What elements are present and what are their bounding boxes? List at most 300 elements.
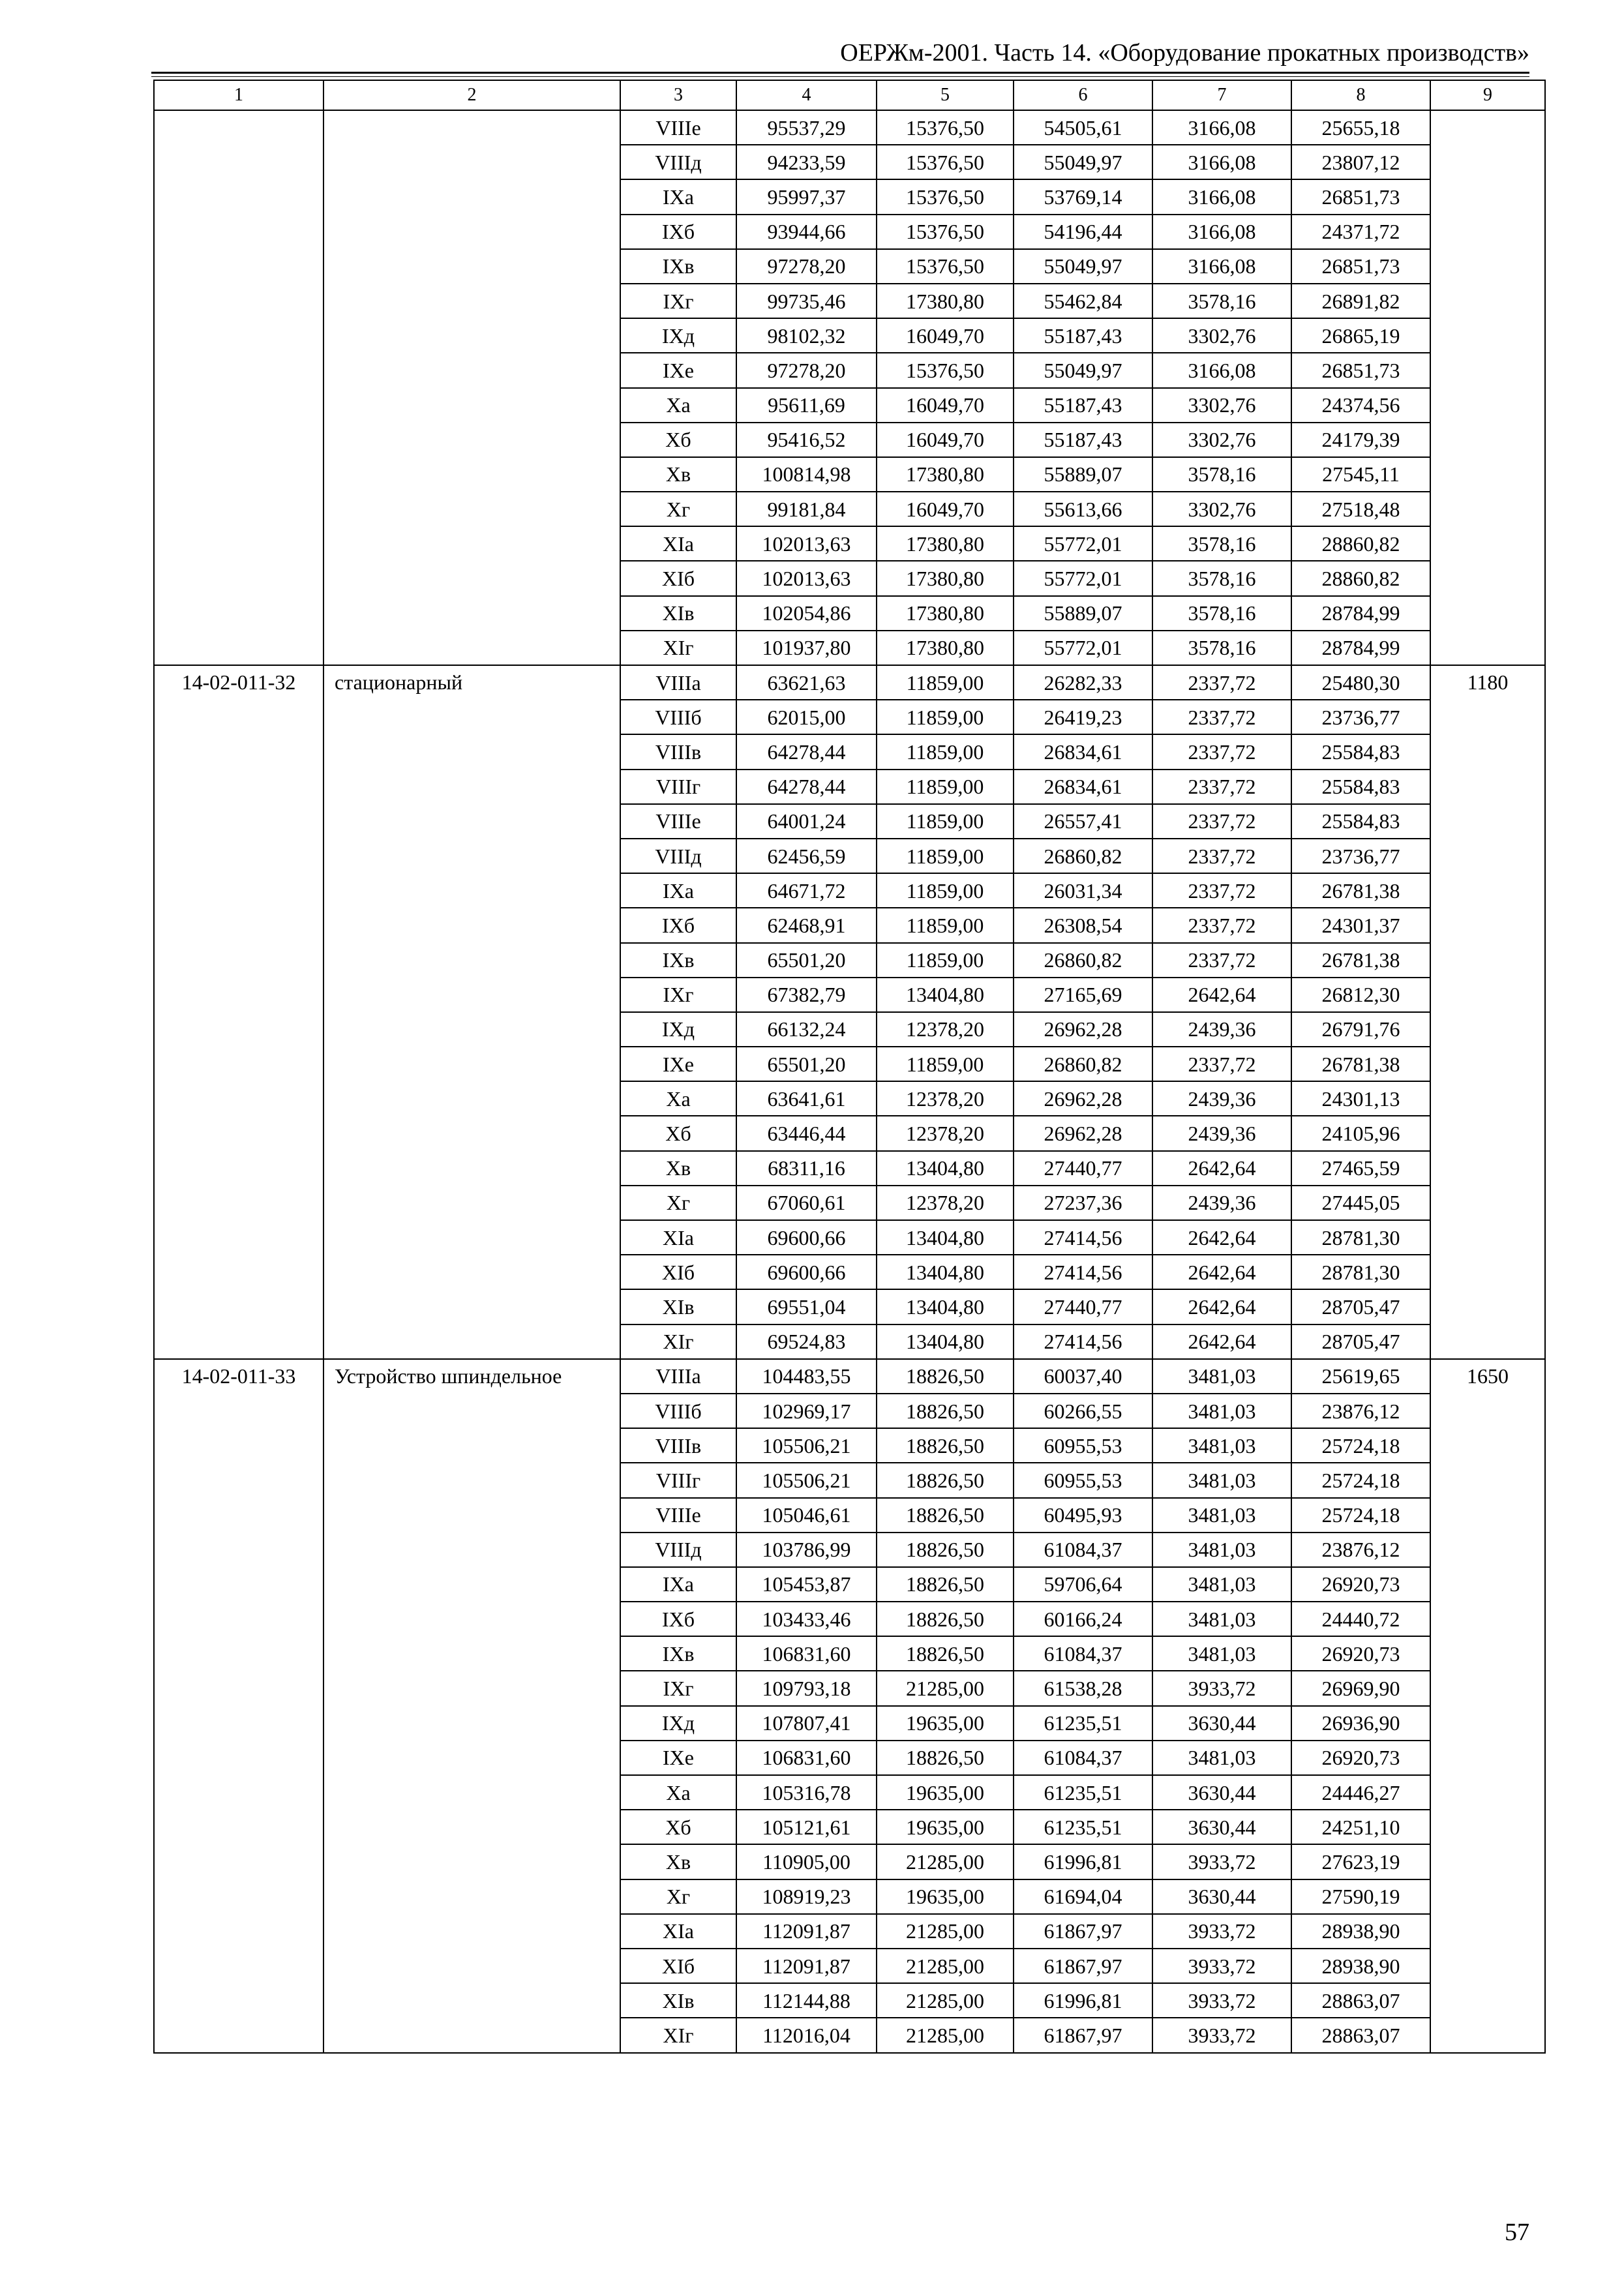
region-code-cell: IXд [620, 1012, 736, 1047]
total-cost-cell: 69600,66 [736, 1220, 877, 1255]
region-code-cell: IXг [620, 284, 736, 318]
operator-wages-cell: 3933,72 [1152, 1914, 1291, 1949]
materials-cell: 23736,77 [1291, 839, 1430, 873]
region-code-cell: VIIIб [620, 1394, 736, 1428]
wages-cell: 18826,50 [877, 1567, 1014, 1602]
operator-wages-cell: 3630,44 [1152, 1810, 1291, 1844]
total-cost-cell: 65501,20 [736, 943, 877, 978]
operator-wages-cell: 3630,44 [1152, 1706, 1291, 1741]
column-number: 7 [1152, 80, 1291, 110]
materials-cell: 24301,37 [1291, 908, 1430, 942]
region-code-cell: Xб [620, 1810, 736, 1844]
region-code-cell: XIа [620, 1220, 736, 1255]
region-code-cell: VIIIг [620, 770, 736, 804]
region-code-cell: IXг [620, 1671, 736, 1705]
region-code-cell: XIб [620, 1255, 736, 1289]
total-cost-cell: 69551,04 [736, 1289, 877, 1324]
region-code-cell: Xб [620, 423, 736, 457]
region-code-cell: Xг [620, 1879, 736, 1914]
operator-wages-cell: 3933,72 [1152, 1844, 1291, 1879]
total-cost-cell: 102013,63 [736, 526, 877, 561]
region-code-cell: VIIIе [620, 804, 736, 839]
region-code-cell: VIIIв [620, 734, 736, 769]
total-cost-cell: 101937,80 [736, 631, 877, 665]
column-number: 3 [620, 80, 736, 110]
operator-wages-cell: 3166,08 [1152, 215, 1291, 249]
operator-wages-cell: 3302,76 [1152, 318, 1291, 353]
wages-cell: 19635,00 [877, 1775, 1014, 1810]
operator-wages-cell: 2642,64 [1152, 1151, 1291, 1186]
header-rule-thick [151, 72, 1529, 74]
wages-cell: 13404,80 [877, 1255, 1014, 1289]
region-code-cell: XIг [620, 631, 736, 665]
wages-cell: 21285,00 [877, 1983, 1014, 2018]
total-cost-cell: 105506,21 [736, 1463, 877, 1497]
wages-cell: 15376,50 [877, 179, 1014, 214]
machine-operation-cell: 26419,23 [1014, 700, 1152, 734]
materials-cell: 25619,65 [1291, 1359, 1430, 1394]
operator-wages-cell: 3578,16 [1152, 526, 1291, 561]
machine-operation-cell: 55613,66 [1014, 492, 1152, 526]
operator-wages-cell: 3166,08 [1152, 249, 1291, 284]
rate-code: 14-02-011-33 [154, 1359, 323, 2053]
total-cost-cell: 102969,17 [736, 1394, 877, 1428]
total-cost-cell: 105453,87 [736, 1567, 877, 1602]
total-cost-cell: 62468,91 [736, 908, 877, 942]
wages-cell: 16049,70 [877, 492, 1014, 526]
materials-cell: 28784,99 [1291, 596, 1430, 631]
total-cost-cell: 66132,24 [736, 1012, 877, 1047]
wages-cell: 19635,00 [877, 1706, 1014, 1741]
wages-cell: 15376,50 [877, 145, 1014, 179]
operator-wages-cell: 2642,64 [1152, 1255, 1291, 1289]
machine-operation-cell: 60037,40 [1014, 1359, 1152, 1394]
wages-cell: 17380,80 [877, 526, 1014, 561]
wages-cell: 11859,00 [877, 908, 1014, 942]
operator-wages-cell: 3578,16 [1152, 457, 1291, 492]
region-code-cell: IXе [620, 1741, 736, 1775]
materials-cell: 25584,83 [1291, 770, 1430, 804]
wages-cell: 12378,20 [877, 1186, 1014, 1220]
materials-cell: 23807,12 [1291, 145, 1430, 179]
region-code-cell: XIб [620, 1949, 736, 1983]
operator-wages-cell: 3481,03 [1152, 1463, 1291, 1497]
machine-operation-cell: 60166,24 [1014, 1602, 1152, 1636]
materials-cell: 28781,30 [1291, 1255, 1430, 1289]
materials-cell: 28705,47 [1291, 1324, 1430, 1359]
region-code-cell: IXе [620, 353, 736, 387]
total-cost-cell: 69524,83 [736, 1324, 877, 1359]
operator-wages-cell: 3933,72 [1152, 1671, 1291, 1705]
operator-wages-cell: 2337,72 [1152, 665, 1291, 700]
wages-cell: 11859,00 [877, 804, 1014, 839]
total-cost-cell: 63446,44 [736, 1116, 877, 1150]
total-cost-cell: 112091,87 [736, 1949, 877, 1983]
operator-wages-cell: 3933,72 [1152, 2018, 1291, 2052]
materials-cell: 24374,56 [1291, 388, 1430, 423]
total-cost-cell: 102054,86 [736, 596, 877, 631]
machine-operation-cell: 55772,01 [1014, 561, 1152, 595]
wages-cell: 11859,00 [877, 770, 1014, 804]
wages-cell: 11859,00 [877, 873, 1014, 908]
machine-operation-cell: 61694,04 [1014, 1879, 1152, 1914]
operator-wages-cell: 3481,03 [1152, 1394, 1291, 1428]
rates-table [153, 80, 1546, 2054]
wages-cell: 16049,70 [877, 318, 1014, 353]
machine-operation-cell: 61084,37 [1014, 1636, 1152, 1671]
region-code-cell: IXе [620, 1047, 736, 1081]
operator-wages-cell: 3630,44 [1152, 1775, 1291, 1810]
operator-wages-cell: 2337,72 [1152, 1047, 1291, 1081]
table-row [154, 665, 1545, 700]
machine-operation-cell: 26962,28 [1014, 1012, 1152, 1047]
wages-cell: 12378,20 [877, 1116, 1014, 1150]
machine-operation-cell: 61235,51 [1014, 1810, 1152, 1844]
wages-cell: 13404,80 [877, 978, 1014, 1012]
machine-operation-cell: 27237,36 [1014, 1186, 1152, 1220]
operator-wages-cell: 2439,36 [1152, 1186, 1291, 1220]
region-code-cell: Xа [620, 388, 736, 423]
table-row [154, 110, 1545, 145]
machine-operation-cell: 55187,43 [1014, 318, 1152, 353]
total-cost-cell: 112091,87 [736, 1914, 877, 1949]
machine-operation-cell: 61867,97 [1014, 2018, 1152, 2052]
operator-wages-cell: 3578,16 [1152, 631, 1291, 665]
machine-operation-cell: 55772,01 [1014, 526, 1152, 561]
materials-cell: 25655,18 [1291, 110, 1430, 145]
region-code-cell: VIIIв [620, 1428, 736, 1463]
wages-cell: 12378,20 [877, 1081, 1014, 1116]
wages-cell: 18826,50 [877, 1463, 1014, 1497]
table-row [154, 1359, 1545, 1394]
wages-cell: 18826,50 [877, 1741, 1014, 1775]
wages-cell: 17380,80 [877, 561, 1014, 595]
wages-cell: 21285,00 [877, 1949, 1014, 1983]
materials-cell: 28863,07 [1291, 2018, 1430, 2052]
page-number: 57 [1505, 2219, 1529, 2246]
wages-cell: 15376,50 [877, 110, 1014, 145]
total-cost-cell: 105046,61 [736, 1498, 877, 1533]
machine-operation-cell: 26557,41 [1014, 804, 1152, 839]
materials-cell: 26920,73 [1291, 1741, 1430, 1775]
column-number: 4 [736, 80, 877, 110]
total-cost-cell: 62456,59 [736, 839, 877, 873]
wages-cell: 13404,80 [877, 1220, 1014, 1255]
region-code-cell: Xг [620, 492, 736, 526]
materials-cell: 28860,82 [1291, 561, 1430, 595]
total-cost-cell: 62015,00 [736, 700, 877, 734]
machine-operation-cell: 26860,82 [1014, 1047, 1152, 1081]
region-code-cell: Xв [620, 1844, 736, 1879]
total-cost-cell: 65501,20 [736, 1047, 877, 1081]
machine-operation-cell: 26860,82 [1014, 943, 1152, 978]
machine-operation-cell: 60955,53 [1014, 1428, 1152, 1463]
materials-cell: 28705,47 [1291, 1289, 1430, 1324]
total-cost-cell: 64001,24 [736, 804, 877, 839]
wages-cell: 11859,00 [877, 1047, 1014, 1081]
total-cost-cell: 67060,61 [736, 1186, 877, 1220]
operator-wages-cell: 3578,16 [1152, 284, 1291, 318]
wages-cell: 15376,50 [877, 215, 1014, 249]
machine-operation-cell: 53769,14 [1014, 179, 1152, 214]
operator-wages-cell: 3302,76 [1152, 423, 1291, 457]
total-cost-cell: 99735,46 [736, 284, 877, 318]
operator-wages-cell: 3481,03 [1152, 1359, 1291, 1394]
wages-cell: 13404,80 [877, 1324, 1014, 1359]
wages-cell: 17380,80 [877, 284, 1014, 318]
rate-name: Устройство шпиндельное [323, 1359, 620, 2053]
materials-cell: 24446,27 [1291, 1775, 1430, 1810]
operator-wages-cell: 3166,08 [1152, 145, 1291, 179]
operator-wages-cell: 3481,03 [1152, 1533, 1291, 1567]
materials-cell: 28781,30 [1291, 1220, 1430, 1255]
wages-cell: 11859,00 [877, 734, 1014, 769]
region-code-cell: Xб [620, 1116, 736, 1150]
wages-cell: 18826,50 [877, 1636, 1014, 1671]
materials-cell: 26781,38 [1291, 1047, 1430, 1081]
operator-wages-cell: 2439,36 [1152, 1116, 1291, 1150]
materials-cell: 26781,38 [1291, 873, 1430, 908]
total-cost-cell: 103433,46 [736, 1602, 877, 1636]
machine-operation-cell: 27165,69 [1014, 978, 1152, 1012]
total-cost-cell: 100814,98 [736, 457, 877, 492]
rate-name [323, 110, 620, 665]
materials-cell: 27465,59 [1291, 1151, 1430, 1186]
total-cost-cell: 97278,20 [736, 249, 877, 284]
machine-operation-cell: 55889,07 [1014, 457, 1152, 492]
materials-cell: 26920,73 [1291, 1567, 1430, 1602]
materials-cell: 27623,19 [1291, 1844, 1430, 1879]
materials-cell: 28938,90 [1291, 1914, 1430, 1949]
machine-operation-cell: 61867,97 [1014, 1914, 1152, 1949]
machine-operation-cell: 55049,97 [1014, 353, 1152, 387]
machine-operation-cell: 26834,61 [1014, 734, 1152, 769]
region-code-cell: IXв [620, 1636, 736, 1671]
region-code-cell: VIIIд [620, 839, 736, 873]
wages-cell: 18826,50 [877, 1533, 1014, 1567]
materials-cell: 24179,39 [1291, 423, 1430, 457]
wages-cell: 18826,50 [877, 1359, 1014, 1394]
equipment-mass [1430, 110, 1545, 665]
materials-cell: 25584,83 [1291, 734, 1430, 769]
rate-name: стационарный [323, 665, 620, 1359]
materials-cell: 26851,73 [1291, 179, 1430, 214]
materials-cell: 26791,76 [1291, 1012, 1430, 1047]
region-code-cell: IXа [620, 179, 736, 214]
region-code-cell: IXд [620, 318, 736, 353]
operator-wages-cell: 3578,16 [1152, 596, 1291, 631]
materials-cell: 26920,73 [1291, 1636, 1430, 1671]
region-code-cell: IXб [620, 1602, 736, 1636]
machine-operation-cell: 26031,34 [1014, 873, 1152, 908]
total-cost-cell: 107807,41 [736, 1706, 877, 1741]
wages-cell: 21285,00 [877, 1914, 1014, 1949]
total-cost-cell: 104483,55 [736, 1359, 877, 1394]
materials-cell: 23876,12 [1291, 1394, 1430, 1428]
machine-operation-cell: 26834,61 [1014, 770, 1152, 804]
wages-cell: 16049,70 [877, 423, 1014, 457]
page-header-title: ОЕРЖм-2001. Часть 14. «Оборудование прокатных производств» [840, 39, 1529, 67]
total-cost-cell: 106831,60 [736, 1636, 877, 1671]
region-code-cell: IXа [620, 873, 736, 908]
operator-wages-cell: 3481,03 [1152, 1602, 1291, 1636]
materials-cell: 26936,90 [1291, 1706, 1430, 1741]
materials-cell: 26812,30 [1291, 978, 1430, 1012]
wages-cell: 21285,00 [877, 1844, 1014, 1879]
machine-operation-cell: 60495,93 [1014, 1498, 1152, 1533]
wages-cell: 21285,00 [877, 2018, 1014, 2052]
operator-wages-cell: 2439,36 [1152, 1081, 1291, 1116]
total-cost-cell: 99181,84 [736, 492, 877, 526]
machine-operation-cell: 61538,28 [1014, 1671, 1152, 1705]
machine-operation-cell: 26860,82 [1014, 839, 1152, 873]
machine-operation-cell: 60266,55 [1014, 1394, 1152, 1428]
region-code-cell: VIIIб [620, 700, 736, 734]
operator-wages-cell: 3481,03 [1152, 1498, 1291, 1533]
materials-cell: 28863,07 [1291, 1983, 1430, 2018]
machine-operation-cell: 61867,97 [1014, 1949, 1152, 1983]
wages-cell: 17380,80 [877, 596, 1014, 631]
total-cost-cell: 63621,63 [736, 665, 877, 700]
column-number: 6 [1014, 80, 1152, 110]
total-cost-cell: 97278,20 [736, 353, 877, 387]
materials-cell: 25724,18 [1291, 1463, 1430, 1497]
operator-wages-cell: 3166,08 [1152, 353, 1291, 387]
materials-cell: 24371,72 [1291, 215, 1430, 249]
total-cost-cell: 109793,18 [736, 1671, 877, 1705]
wages-cell: 12378,20 [877, 1012, 1014, 1047]
machine-operation-cell: 54196,44 [1014, 215, 1152, 249]
materials-cell: 26851,73 [1291, 353, 1430, 387]
total-cost-cell: 63641,61 [736, 1081, 877, 1116]
materials-cell: 24251,10 [1291, 1810, 1430, 1844]
machine-operation-cell: 61996,81 [1014, 1844, 1152, 1879]
total-cost-cell: 64278,44 [736, 770, 877, 804]
rate-code [154, 110, 323, 665]
machine-operation-cell: 55889,07 [1014, 596, 1152, 631]
wages-cell: 18826,50 [877, 1602, 1014, 1636]
wages-cell: 19635,00 [877, 1879, 1014, 1914]
total-cost-cell: 110905,00 [736, 1844, 877, 1879]
column-number-row [154, 80, 1545, 110]
materials-cell: 27545,11 [1291, 457, 1430, 492]
total-cost-cell: 67382,79 [736, 978, 877, 1012]
machine-operation-cell: 26308,54 [1014, 908, 1152, 942]
region-code-cell: Xа [620, 1081, 736, 1116]
operator-wages-cell: 3166,08 [1152, 179, 1291, 214]
materials-cell: 25480,30 [1291, 665, 1430, 700]
materials-cell: 25584,83 [1291, 804, 1430, 839]
region-code-cell: XIа [620, 1914, 736, 1949]
equipment-mass: 1650 [1430, 1359, 1545, 2053]
operator-wages-cell: 2642,64 [1152, 1220, 1291, 1255]
region-code-cell: IXб [620, 908, 736, 942]
total-cost-cell: 95611,69 [736, 388, 877, 423]
column-number: 1 [154, 80, 323, 110]
region-code-cell: VIIIа [620, 665, 736, 700]
machine-operation-cell: 55772,01 [1014, 631, 1152, 665]
machine-operation-cell: 26962,28 [1014, 1081, 1152, 1116]
wages-cell: 11859,00 [877, 700, 1014, 734]
operator-wages-cell: 2439,36 [1152, 1012, 1291, 1047]
machine-operation-cell: 55049,97 [1014, 145, 1152, 179]
operator-wages-cell: 2642,64 [1152, 1289, 1291, 1324]
machine-operation-cell: 27414,56 [1014, 1324, 1152, 1359]
operator-wages-cell: 2337,72 [1152, 700, 1291, 734]
machine-operation-cell: 61235,51 [1014, 1706, 1152, 1741]
operator-wages-cell: 3481,03 [1152, 1636, 1291, 1671]
column-number: 5 [877, 80, 1014, 110]
materials-cell: 27518,48 [1291, 492, 1430, 526]
equipment-mass: 1180 [1430, 665, 1545, 1359]
operator-wages-cell: 3166,08 [1152, 110, 1291, 145]
region-code-cell: IXв [620, 249, 736, 284]
region-code-cell: VIIIд [620, 145, 736, 179]
region-code-cell: XIг [620, 2018, 736, 2052]
region-code-cell: VIIIа [620, 1359, 736, 1394]
machine-operation-cell: 26962,28 [1014, 1116, 1152, 1150]
operator-wages-cell: 2642,64 [1152, 1324, 1291, 1359]
region-code-cell: XIв [620, 596, 736, 631]
total-cost-cell: 95997,37 [736, 179, 877, 214]
materials-cell: 24301,13 [1291, 1081, 1430, 1116]
total-cost-cell: 69600,66 [736, 1255, 877, 1289]
operator-wages-cell: 3933,72 [1152, 1983, 1291, 2018]
operator-wages-cell: 2337,72 [1152, 839, 1291, 873]
materials-cell: 26891,82 [1291, 284, 1430, 318]
operator-wages-cell: 3302,76 [1152, 388, 1291, 423]
machine-operation-cell: 27414,56 [1014, 1220, 1152, 1255]
operator-wages-cell: 2337,72 [1152, 943, 1291, 978]
region-code-cell: XIа [620, 526, 736, 561]
total-cost-cell: 105506,21 [736, 1428, 877, 1463]
operator-wages-cell: 2337,72 [1152, 873, 1291, 908]
column-number: 9 [1430, 80, 1545, 110]
column-number: 8 [1291, 80, 1430, 110]
region-code-cell: VIIIд [620, 1533, 736, 1567]
materials-cell: 26781,38 [1291, 943, 1430, 978]
total-cost-cell: 95537,29 [736, 110, 877, 145]
machine-operation-cell: 61235,51 [1014, 1775, 1152, 1810]
rates-table-body [154, 80, 1545, 2053]
wages-cell: 19635,00 [877, 1810, 1014, 1844]
machine-operation-cell: 27440,77 [1014, 1289, 1152, 1324]
materials-cell: 26851,73 [1291, 249, 1430, 284]
operator-wages-cell: 3933,72 [1152, 1949, 1291, 1983]
total-cost-cell: 108919,23 [736, 1879, 877, 1914]
region-code-cell: Xв [620, 1151, 736, 1186]
wages-cell: 11859,00 [877, 943, 1014, 978]
region-code-cell: Xа [620, 1775, 736, 1810]
wages-cell: 13404,80 [877, 1151, 1014, 1186]
wages-cell: 11859,00 [877, 839, 1014, 873]
operator-wages-cell: 2642,64 [1152, 978, 1291, 1012]
region-code-cell: XIв [620, 1289, 736, 1324]
total-cost-cell: 68311,16 [736, 1151, 877, 1186]
materials-cell: 26865,19 [1291, 318, 1430, 353]
region-code-cell: Xг [620, 1186, 736, 1220]
region-code-cell: IXв [620, 943, 736, 978]
total-cost-cell: 93944,66 [736, 215, 877, 249]
machine-operation-cell: 26282,33 [1014, 665, 1152, 700]
region-code-cell: XIв [620, 1983, 736, 2018]
machine-operation-cell: 60955,53 [1014, 1463, 1152, 1497]
region-code-cell: VIIIе [620, 110, 736, 145]
machine-operation-cell: 61084,37 [1014, 1533, 1152, 1567]
operator-wages-cell: 3481,03 [1152, 1567, 1291, 1602]
operator-wages-cell: 2337,72 [1152, 770, 1291, 804]
wages-cell: 15376,50 [877, 353, 1014, 387]
